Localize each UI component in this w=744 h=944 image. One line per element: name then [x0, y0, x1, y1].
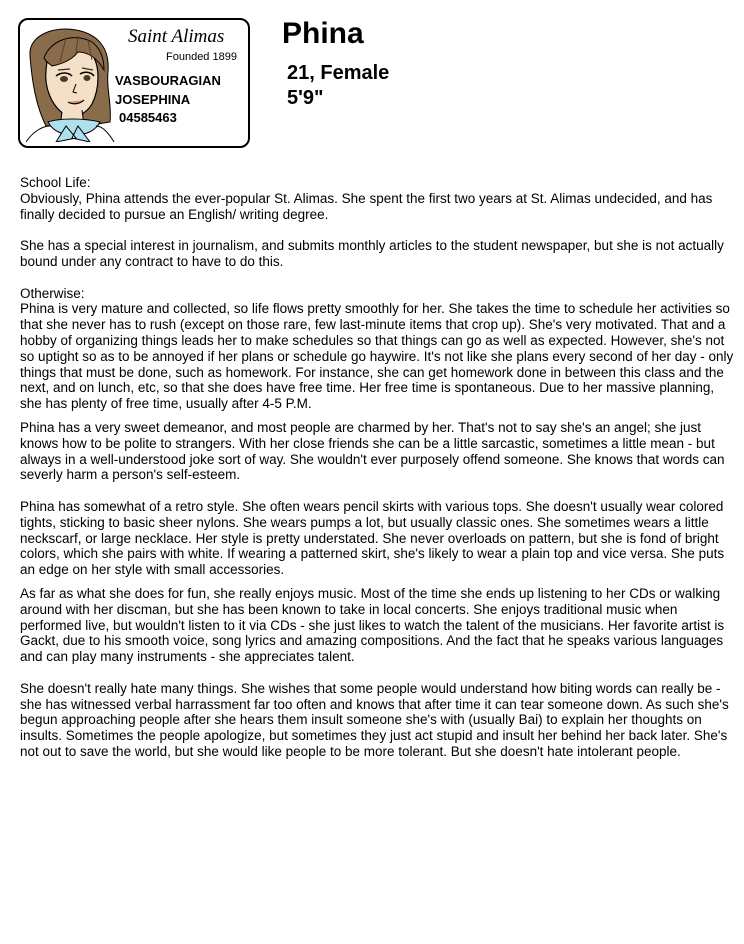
- portrait-illustration: [26, 26, 118, 142]
- bio-paragraph: Phina has somewhat of a retro style. She often wears pencil skirts with various tops. She doesn't usually wear colored tights, sticking to basic sheer nylons. She wears pumps a lot, but usually classic ones. She sometimes wears a little neckscarf, or large necklace. Her style is pretty understated. She never overloads on pattern, but she is fond of bright colors, which she pairs with white. If wearing a patterned skirt, she's likely to wear a plain top and vice versa. She puts an edge on her style with small accessories.: [20, 498, 725, 578]
- bio-paragraph: Obviously, Phina attends the ever-popular St. Alimas. She spent the first two years at St. Alimas undecided, and has finally decided to pursue an English/ writing degree.: [20, 190, 713, 222]
- card-surname: VASBOURAGIAN: [115, 73, 221, 88]
- otherwise-heading: Otherwise:: [20, 285, 85, 301]
- bio-paragraph: Phina is very mature and collected, so life flows pretty smoothly for her. She takes the time to schedule her activities so that she never has to rush (except on those rare, few last-minute items that crop up). She's very motivated. That and a hobby of organizing things leads her to make schedules so that things can go as well as expected. However, she's not so uptight so as to be annoyed if her plans or schedule go haywire. It's not like she plans every second of her day - only things that must be done, such as homework. For instance, she can get homework done in between this class and the next, and on lunch, etc, so that she does have free time. Her free time is spontaneous. Due to her massive planning, she has plenty of free time, usually after 4-5 P.M.: [20, 301, 734, 412]
- character-height: 5'9": [287, 87, 324, 109]
- bio-paragraph: Phina has a very sweet demeanor, and most people are charmed by her. That's not to say she's an angel; she just knows how to be polite to strangers. With her close friends she can be a little sarcastic, sometimes a little mean - but always in a well-understood joke sort of way. She wouldn't ever purposely offend someone. She knows that words can severly harm a person's self-esteem.: [20, 419, 725, 483]
- bio-paragraph: She has a special interest in journalism, and submits monthly articles to the student newspaper, but she is not actually bound under any contract to have to do this.: [20, 238, 724, 269]
- bio-paragraph: As far as what she does for fun, she really enjoys music. Most of the time she ends up listening to her CDs or walking around with her discman, but she has been known to take in local concerts. She enjoys traditional music when performed live, but wouldn't listen to it via CDs - she just likes to watch the talent of the musicians. Her favorite artist is Gackt, due to his smooth voice, song lyrics and amazing compositions. And the fact that he speaks various languages and can play many instruments - she appreciates talent.: [20, 585, 725, 665]
- biography: [20, 175, 738, 760]
- character-age-gender: 21, Female: [287, 62, 390, 84]
- student-id-card: [18, 18, 250, 148]
- card-id-number: 04585463: [119, 110, 177, 125]
- school-name: Saint Alimas: [128, 26, 225, 47]
- school-life-heading: School Life:: [20, 175, 91, 190]
- character-name: Phina: [282, 17, 364, 50]
- school-founded-year: Founded 1899: [166, 51, 237, 63]
- bio-paragraph: She doesn't really hate many things. She wishes that some people would understand how biting words can really be - she has witnessed verbal harrassment far too often and knows that after time it can tear someone down. As such she's begun approaching people after she hears them insult someone she's with (usually Bai) to explain her thoughts on insults. Sometimes the people apologize, but sometimes they just act stupid and insult her behind her back later. She's not out to save the world, but she would like people to be more tolerant. But she doesn't hate intolerant people.: [20, 680, 729, 759]
- card-given-name: JOSEPHINA: [115, 92, 191, 107]
